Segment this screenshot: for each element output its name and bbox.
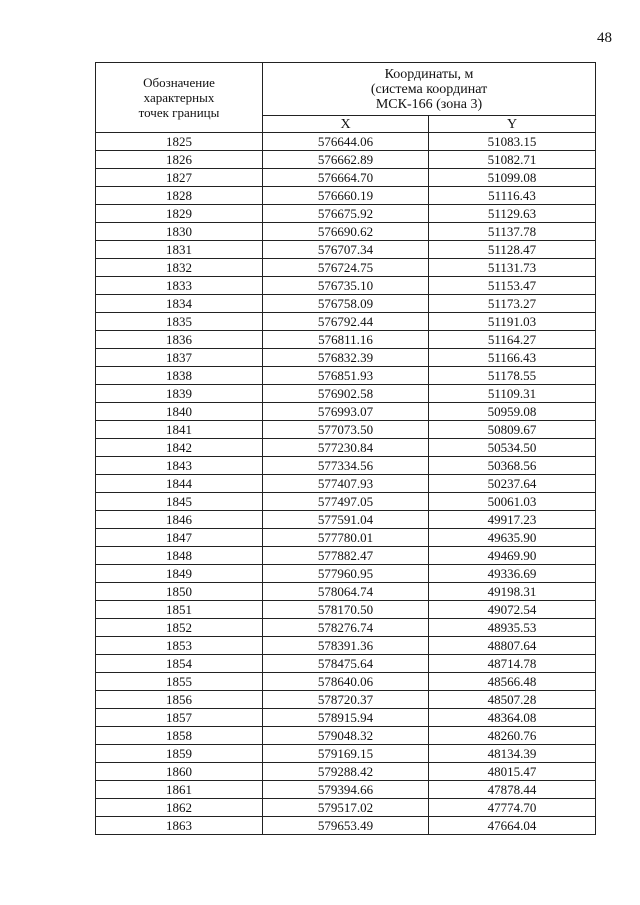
x-coordinate-cell: 577497.05 (263, 493, 429, 511)
x-coordinate-cell: 579653.49 (263, 817, 429, 835)
header-y: Y (429, 116, 596, 133)
table-row (96, 241, 596, 259)
x-coordinate-cell: 577073.50 (263, 421, 429, 439)
point-id-cell: 1855 (96, 673, 263, 691)
x-coordinate-cell: 578170.50 (263, 601, 429, 619)
x-coordinate-cell: 579288.42 (263, 763, 429, 781)
y-coordinate-cell: 51131.73 (429, 259, 596, 277)
x-coordinate-cell: 576811.16 (263, 331, 429, 349)
point-id-cell: 1845 (96, 493, 263, 511)
table-row (96, 619, 596, 637)
header-point-line: характерных (143, 90, 215, 105)
x-coordinate-cell: 576644.06 (263, 133, 429, 151)
x-coordinate-cell: 578064.74 (263, 583, 429, 601)
x-coordinate-cell: 576758.09 (263, 295, 429, 313)
header-coordinates (263, 63, 596, 116)
x-coordinate-cell: 577882.47 (263, 547, 429, 565)
table-body (96, 133, 596, 835)
coordinates-table (95, 62, 596, 835)
x-coordinate-cell: 579048.32 (263, 727, 429, 745)
y-coordinate-cell: 48935.53 (429, 619, 596, 637)
point-id-cell: 1857 (96, 709, 263, 727)
x-coordinate-cell: 576792.44 (263, 313, 429, 331)
table-row (96, 655, 596, 673)
table-row (96, 601, 596, 619)
table-row (96, 493, 596, 511)
x-coordinate-cell: 579169.15 (263, 745, 429, 763)
point-id-cell: 1840 (96, 403, 263, 421)
y-coordinate-cell: 49198.31 (429, 583, 596, 601)
y-coordinate-cell: 51109.31 (429, 385, 596, 403)
point-id-cell: 1839 (96, 385, 263, 403)
table-row (96, 727, 596, 745)
x-coordinate-cell: 576675.92 (263, 205, 429, 223)
point-id-cell: 1827 (96, 169, 263, 187)
point-id-cell: 1854 (96, 655, 263, 673)
header-coords-line: (система координат (370, 81, 488, 97)
x-coordinate-cell: 578915.94 (263, 709, 429, 727)
point-id-cell: 1831 (96, 241, 263, 259)
header-point-line: Обозначение (143, 75, 215, 90)
point-id-cell: 1850 (96, 583, 263, 601)
point-id-cell: 1844 (96, 475, 263, 493)
point-id-cell: 1825 (96, 133, 263, 151)
table-row (96, 547, 596, 565)
y-coordinate-cell: 50959.08 (429, 403, 596, 421)
page-number: 48 (597, 30, 612, 46)
header-coords-line: Координаты, м (384, 66, 474, 82)
x-coordinate-cell: 579394.66 (263, 781, 429, 799)
point-id-cell: 1838 (96, 367, 263, 385)
table-row (96, 223, 596, 241)
point-id-cell: 1843 (96, 457, 263, 475)
point-id-cell: 1852 (96, 619, 263, 637)
point-id-cell: 1853 (96, 637, 263, 655)
y-coordinate-cell: 51128.47 (429, 241, 596, 259)
table-row (96, 205, 596, 223)
y-coordinate-cell: 48507.28 (429, 691, 596, 709)
point-id-cell: 1830 (96, 223, 263, 241)
table-header-row (96, 63, 596, 116)
y-coordinate-cell: 48134.39 (429, 745, 596, 763)
point-id-cell: 1847 (96, 529, 263, 547)
point-id-cell: 1859 (96, 745, 263, 763)
x-coordinate-cell: 576724.75 (263, 259, 429, 277)
y-coordinate-cell: 48364.08 (429, 709, 596, 727)
y-coordinate-cell: 49635.90 (429, 529, 596, 547)
point-id-cell: 1841 (96, 421, 263, 439)
point-id-cell: 1837 (96, 349, 263, 367)
table-row (96, 583, 596, 601)
table-row (96, 565, 596, 583)
x-coordinate-cell: 578391.36 (263, 637, 429, 655)
y-coordinate-cell: 50809.67 (429, 421, 596, 439)
point-id-cell: 1861 (96, 781, 263, 799)
table-row (96, 403, 596, 421)
header-x: X (263, 116, 429, 133)
y-coordinate-cell: 51153.47 (429, 277, 596, 295)
x-coordinate-cell: 577230.84 (263, 439, 429, 457)
y-coordinate-cell: 47878.44 (429, 781, 596, 799)
y-coordinate-cell: 49469.90 (429, 547, 596, 565)
table-row (96, 277, 596, 295)
x-coordinate-cell: 576851.93 (263, 367, 429, 385)
y-coordinate-cell: 50368.56 (429, 457, 596, 475)
table-row (96, 817, 596, 835)
point-id-cell: 1862 (96, 799, 263, 817)
table-row (96, 709, 596, 727)
point-id-cell: 1860 (96, 763, 263, 781)
header-coords-line: МСК-166 (зона 3) (375, 96, 483, 112)
table-row (96, 259, 596, 277)
y-coordinate-cell: 51137.78 (429, 223, 596, 241)
x-coordinate-cell: 576993.07 (263, 403, 429, 421)
header-point-line: точек границы (138, 105, 220, 120)
x-coordinate-cell: 576902.58 (263, 385, 429, 403)
y-coordinate-cell: 49917.23 (429, 511, 596, 529)
y-coordinate-cell: 51083.15 (429, 133, 596, 151)
table-row (96, 529, 596, 547)
y-coordinate-cell: 51116.43 (429, 187, 596, 205)
x-coordinate-cell: 576662.89 (263, 151, 429, 169)
y-coordinate-cell: 47664.04 (429, 817, 596, 835)
y-coordinate-cell: 51164.27 (429, 331, 596, 349)
point-id-cell: 1842 (96, 439, 263, 457)
point-id-cell: 1863 (96, 817, 263, 835)
y-coordinate-cell: 51178.55 (429, 367, 596, 385)
table-row (96, 421, 596, 439)
point-id-cell: 1835 (96, 313, 263, 331)
x-coordinate-cell: 576660.19 (263, 187, 429, 205)
point-id-cell: 1836 (96, 331, 263, 349)
x-coordinate-cell: 576707.34 (263, 241, 429, 259)
x-coordinate-cell: 576690.62 (263, 223, 429, 241)
y-coordinate-cell: 51173.27 (429, 295, 596, 313)
table-row (96, 133, 596, 151)
point-id-cell: 1851 (96, 601, 263, 619)
x-coordinate-cell: 578640.06 (263, 673, 429, 691)
table-row (96, 745, 596, 763)
table-row (96, 799, 596, 817)
x-coordinate-cell: 576832.39 (263, 349, 429, 367)
point-id-cell: 1856 (96, 691, 263, 709)
y-coordinate-cell: 50237.64 (429, 475, 596, 493)
point-id-cell: 1826 (96, 151, 263, 169)
x-coordinate-cell: 577591.04 (263, 511, 429, 529)
y-coordinate-cell: 49336.69 (429, 565, 596, 583)
x-coordinate-cell: 578475.64 (263, 655, 429, 673)
x-coordinate-cell: 577960.95 (263, 565, 429, 583)
table-row (96, 691, 596, 709)
x-coordinate-cell: 579517.02 (263, 799, 429, 817)
y-coordinate-cell: 50061.03 (429, 493, 596, 511)
x-coordinate-cell: 578720.37 (263, 691, 429, 709)
point-id-cell: 1828 (96, 187, 263, 205)
table-row (96, 349, 596, 367)
table-row (96, 673, 596, 691)
y-coordinate-cell: 51082.71 (429, 151, 596, 169)
x-coordinate-cell: 577334.56 (263, 457, 429, 475)
point-id-cell: 1846 (96, 511, 263, 529)
y-coordinate-cell: 51191.03 (429, 313, 596, 331)
table-row (96, 331, 596, 349)
y-coordinate-cell: 48015.47 (429, 763, 596, 781)
point-id-cell: 1849 (96, 565, 263, 583)
x-coordinate-cell: 576664.70 (263, 169, 429, 187)
x-coordinate-cell: 578276.74 (263, 619, 429, 637)
y-coordinate-cell: 51129.63 (429, 205, 596, 223)
table-row (96, 295, 596, 313)
point-id-cell: 1834 (96, 295, 263, 313)
table-row (96, 313, 596, 331)
table-row (96, 367, 596, 385)
y-coordinate-cell: 49072.54 (429, 601, 596, 619)
table-row (96, 781, 596, 799)
header-point-designation (96, 63, 263, 133)
table-row (96, 187, 596, 205)
y-coordinate-cell: 48714.78 (429, 655, 596, 673)
point-id-cell: 1832 (96, 259, 263, 277)
x-coordinate-cell: 577407.93 (263, 475, 429, 493)
x-coordinate-cell: 577780.01 (263, 529, 429, 547)
table-row (96, 439, 596, 457)
point-id-cell: 1833 (96, 277, 263, 295)
y-coordinate-cell: 48260.76 (429, 727, 596, 745)
x-coordinate-cell: 576735.10 (263, 277, 429, 295)
y-coordinate-cell: 48566.48 (429, 673, 596, 691)
y-coordinate-cell: 50534.50 (429, 439, 596, 457)
table-row (96, 637, 596, 655)
y-coordinate-cell: 47774.70 (429, 799, 596, 817)
point-id-cell: 1848 (96, 547, 263, 565)
table-row (96, 511, 596, 529)
table-row (96, 475, 596, 493)
y-coordinate-cell: 51099.08 (429, 169, 596, 187)
table-row (96, 763, 596, 781)
point-id-cell: 1829 (96, 205, 263, 223)
table-row (96, 457, 596, 475)
point-id-cell: 1858 (96, 727, 263, 745)
table-row (96, 385, 596, 403)
y-coordinate-cell: 48807.64 (429, 637, 596, 655)
y-coordinate-cell: 51166.43 (429, 349, 596, 367)
table-row (96, 151, 596, 169)
table-row (96, 169, 596, 187)
